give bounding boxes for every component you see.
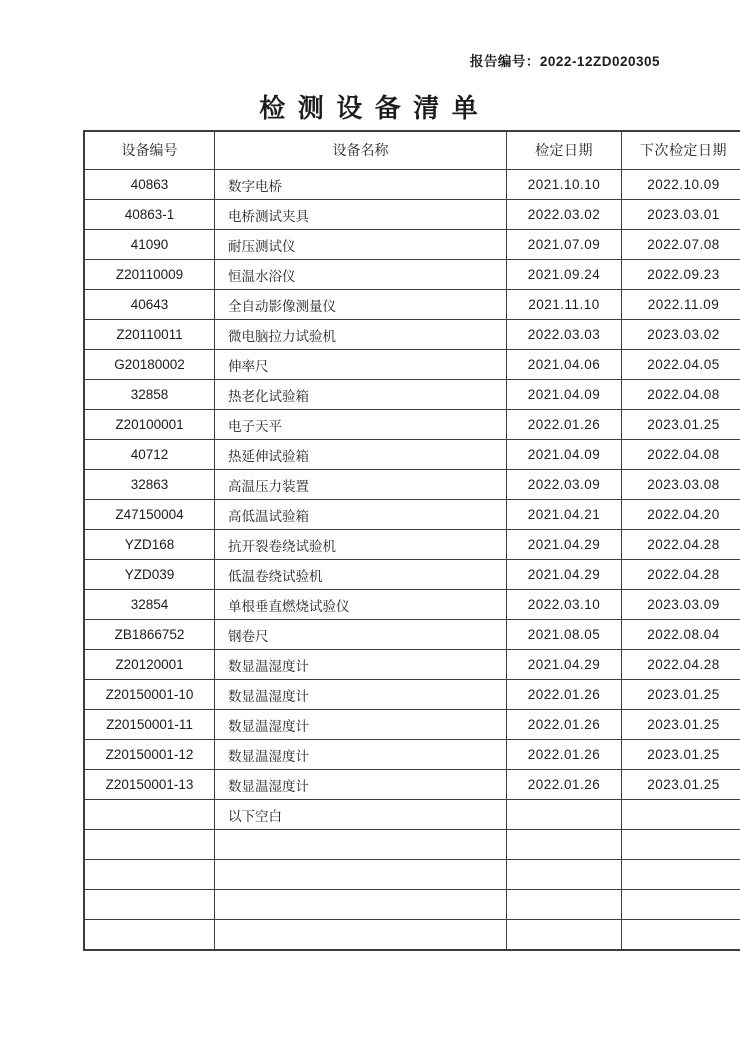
table-row	[84, 830, 740, 860]
cell-next-calibration-date: 2023.03.01	[622, 200, 740, 230]
cell-device-name: 全自动影像测量仪	[215, 290, 507, 320]
cell-device-id: 40712	[84, 440, 215, 470]
cell-device-name: 抗开裂卷绕试验机	[215, 530, 507, 560]
cell-next-calibration-date: 2023.01.25	[622, 410, 740, 440]
table-row	[84, 500, 740, 530]
cell-device-name: 单根垂直燃烧试验仪	[215, 590, 507, 620]
equipment-table-body	[84, 170, 740, 951]
cell-device-name: 电子天平	[215, 410, 507, 440]
cell-device-id: G20180002	[84, 350, 215, 380]
table-row	[84, 440, 740, 470]
cell-calibration-date: 2022.01.26	[507, 710, 622, 740]
cell-calibration-date: 2021.09.24	[507, 260, 622, 290]
cell-device-name	[215, 830, 507, 860]
cell-next-calibration-date	[622, 920, 740, 951]
cell-calibration-date	[507, 920, 622, 951]
cell-device-id	[84, 890, 215, 920]
cell-calibration-date: 2022.01.26	[507, 680, 622, 710]
cell-device-id: Z47150004	[84, 500, 215, 530]
cell-device-id: Z20100001	[84, 410, 215, 440]
table-row	[84, 380, 740, 410]
cell-device-id: Z20110011	[84, 320, 215, 350]
cell-next-calibration-date	[622, 860, 740, 890]
table-row	[84, 890, 740, 920]
cell-next-calibration-date: 2022.04.28	[622, 650, 740, 680]
table-row	[84, 710, 740, 740]
cell-device-name: 高温压力装置	[215, 470, 507, 500]
cell-device-id: YZD039	[84, 560, 215, 590]
cell-calibration-date: 2021.04.29	[507, 650, 622, 680]
table-row	[84, 260, 740, 290]
cell-next-calibration-date: 2022.04.08	[622, 440, 740, 470]
table-row	[84, 800, 740, 830]
cell-device-name: 钢卷尺	[215, 620, 507, 650]
cell-next-calibration-date: 2023.01.25	[622, 770, 740, 800]
table-row	[84, 470, 740, 500]
cell-device-id: 40863	[84, 170, 215, 200]
cell-device-id: 40863-1	[84, 200, 215, 230]
cell-device-id: ZB1866752	[84, 620, 215, 650]
cell-next-calibration-date: 2022.09.23	[622, 260, 740, 290]
cell-calibration-date	[507, 830, 622, 860]
cell-device-id	[84, 800, 215, 830]
header-cell-calibration-date: 检定日期	[507, 131, 622, 170]
table-row	[84, 740, 740, 770]
cell-next-calibration-date: 2023.03.02	[622, 320, 740, 350]
cell-device-name: 高低温试验箱	[215, 500, 507, 530]
cell-calibration-date: 2022.03.03	[507, 320, 622, 350]
cell-next-calibration-date: 2022.10.09	[622, 170, 740, 200]
cell-next-calibration-date: 2023.03.08	[622, 470, 740, 500]
cell-calibration-date: 2021.04.21	[507, 500, 622, 530]
cell-device-id: Z20150001-11	[84, 710, 215, 740]
cell-device-id: Z20150001-13	[84, 770, 215, 800]
cell-device-id: Z20150001-12	[84, 740, 215, 770]
cell-device-id: Z20150001-10	[84, 680, 215, 710]
cell-calibration-date: 2021.04.09	[507, 440, 622, 470]
cell-calibration-date: 2021.08.05	[507, 620, 622, 650]
cell-device-id	[84, 920, 215, 951]
cell-device-name: 数显温湿度计	[215, 770, 507, 800]
cell-next-calibration-date	[622, 800, 740, 830]
table-row	[84, 200, 740, 230]
cell-calibration-date: 2021.10.10	[507, 170, 622, 200]
cell-calibration-date: 2022.03.10	[507, 590, 622, 620]
page-title: 检 测 设 备 清 单	[259, 94, 481, 123]
cell-next-calibration-date: 2023.01.25	[622, 680, 740, 710]
cell-device-name: 数显温湿度计	[215, 680, 507, 710]
cell-device-name: 热延伸试验箱	[215, 440, 507, 470]
header-cell-next-calibration-date: 下次检定日期	[622, 131, 740, 170]
cell-calibration-date: 2021.04.29	[507, 560, 622, 590]
cell-next-calibration-date: 2022.11.09	[622, 290, 740, 320]
cell-device-name: 数字电桥	[215, 170, 507, 200]
cell-calibration-date	[507, 860, 622, 890]
cell-device-name: 电桥测试夹具	[215, 200, 507, 230]
cell-device-name: 低温卷绕试验机	[215, 560, 507, 590]
cell-calibration-date: 2021.04.06	[507, 350, 622, 380]
cell-next-calibration-date: 2022.04.20	[622, 500, 740, 530]
cell-next-calibration-date: 2022.07.08	[622, 230, 740, 260]
header-cell-device-id: 设备编号	[84, 131, 215, 170]
cell-calibration-date: 2022.03.02	[507, 200, 622, 230]
cell-next-calibration-date: 2022.08.04	[622, 620, 740, 650]
table-row	[84, 290, 740, 320]
table-row	[84, 860, 740, 890]
cell-calibration-date: 2021.11.10	[507, 290, 622, 320]
cell-next-calibration-date: 2023.01.25	[622, 740, 740, 770]
table-row	[84, 770, 740, 800]
table-row	[84, 620, 740, 650]
cell-device-id: YZD168	[84, 530, 215, 560]
cell-calibration-date	[507, 890, 622, 920]
table-row	[84, 230, 740, 260]
cell-device-id: 40643	[84, 290, 215, 320]
table-row	[84, 320, 740, 350]
table-row	[84, 170, 740, 200]
cell-device-id: 32863	[84, 470, 215, 500]
cell-calibration-date	[507, 800, 622, 830]
table-row	[84, 680, 740, 710]
cell-device-name: 以下空白	[215, 800, 507, 830]
cell-next-calibration-date: 2022.04.28	[622, 530, 740, 560]
cell-device-name: 伸率尺	[215, 350, 507, 380]
cell-device-id	[84, 860, 215, 890]
cell-calibration-date: 2022.03.09	[507, 470, 622, 500]
cell-calibration-date: 2022.01.26	[507, 740, 622, 770]
table-header-row	[84, 131, 740, 170]
table-row	[84, 560, 740, 590]
cell-device-name: 恒温水浴仪	[215, 260, 507, 290]
cell-device-id: Z20120001	[84, 650, 215, 680]
cell-calibration-date: 2021.07.09	[507, 230, 622, 260]
cell-device-name: 数显温湿度计	[215, 740, 507, 770]
cell-next-calibration-date	[622, 890, 740, 920]
cell-next-calibration-date: 2023.01.25	[622, 710, 740, 740]
cell-next-calibration-date: 2023.03.09	[622, 590, 740, 620]
cell-device-id: 32858	[84, 380, 215, 410]
cell-calibration-date: 2021.04.09	[507, 380, 622, 410]
cell-device-id: 32854	[84, 590, 215, 620]
cell-device-name: 耐压测试仪	[215, 230, 507, 260]
table-row	[84, 530, 740, 560]
cell-calibration-date: 2022.01.26	[507, 770, 622, 800]
cell-device-name: 数显温湿度计	[215, 710, 507, 740]
cell-device-id: Z20110009	[84, 260, 215, 290]
cell-device-name: 微电脑拉力试验机	[215, 320, 507, 350]
cell-calibration-date: 2022.01.26	[507, 410, 622, 440]
table-row	[84, 920, 740, 951]
header-cell-device-name: 设备名称	[215, 131, 507, 170]
cell-device-name: 热老化试验箱	[215, 380, 507, 410]
table-row	[84, 650, 740, 680]
table-row	[84, 350, 740, 380]
equipment-table	[83, 130, 740, 951]
table-row	[84, 590, 740, 620]
cell-device-name: 数显温湿度计	[215, 650, 507, 680]
report-number: 报告编号：2022-12ZD020305	[469, 54, 660, 69]
cell-next-calibration-date	[622, 830, 740, 860]
cell-device-name	[215, 860, 507, 890]
table-row	[84, 410, 740, 440]
cell-device-id: 41090	[84, 230, 215, 260]
cell-next-calibration-date: 2022.04.28	[622, 560, 740, 590]
cell-device-name	[215, 920, 507, 951]
cell-next-calibration-date: 2022.04.08	[622, 380, 740, 410]
cell-device-name	[215, 890, 507, 920]
cell-next-calibration-date: 2022.04.05	[622, 350, 740, 380]
cell-calibration-date: 2021.04.29	[507, 530, 622, 560]
cell-device-id	[84, 830, 215, 860]
